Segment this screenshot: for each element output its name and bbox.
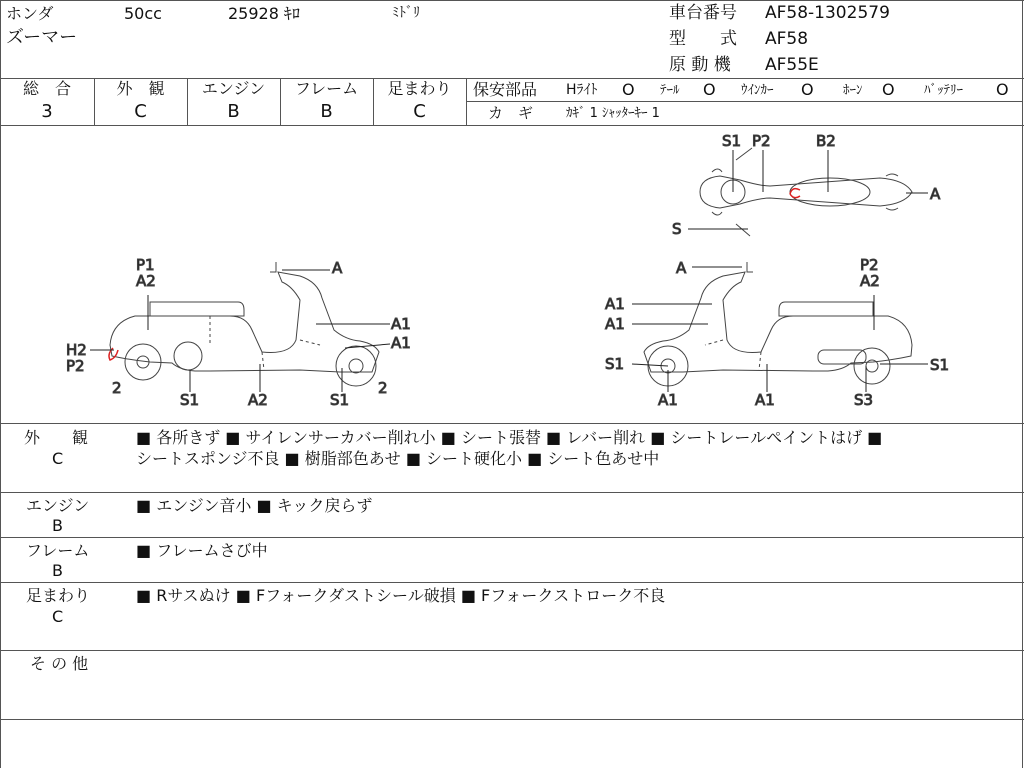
color: ﾐﾄﾞﾘ bbox=[392, 5, 420, 21]
model-name: ズーマー bbox=[6, 27, 78, 48]
engine-model-label: 原 動 機 bbox=[669, 55, 731, 75]
remark-engine-grade: B bbox=[52, 516, 63, 535]
engine-value: B bbox=[227, 101, 240, 122]
remark-engine-label: エンジン bbox=[26, 496, 90, 515]
exterior-label: 外 観 bbox=[116, 79, 165, 98]
label-right-a2: A2 bbox=[860, 272, 880, 290]
remark-frame-label: フレーム bbox=[26, 541, 90, 560]
remark-exterior-grade: C bbox=[52, 449, 64, 468]
label-left-p2: P2 bbox=[66, 357, 85, 375]
safety-mark-horn: O bbox=[882, 80, 895, 99]
scooter-right-side-view bbox=[632, 262, 928, 392]
label-left-s1-a: S1 bbox=[180, 391, 200, 409]
safety-mark-headlight: O bbox=[622, 80, 635, 99]
scooter-left-side-view bbox=[90, 262, 390, 392]
label-top-b2: B2 bbox=[816, 132, 836, 150]
border-top bbox=[0, 0, 1024, 1]
label-top-s1: S1 bbox=[722, 132, 742, 150]
label-left-a1-a: A1 bbox=[391, 315, 411, 333]
safety-mark-tail: O bbox=[703, 80, 716, 99]
label-left-two-b: 2 bbox=[378, 379, 388, 397]
label-right-a1-a: A1 bbox=[605, 295, 625, 313]
displacement: 50cc bbox=[124, 4, 162, 23]
frame-label: フレーム bbox=[294, 79, 359, 98]
scooter-top-view bbox=[688, 148, 928, 236]
safety-item-tail: ﾃｰﾙ bbox=[660, 83, 680, 98]
remark-frame-grade: B bbox=[52, 561, 63, 580]
label-left-a2-bottom: A2 bbox=[248, 391, 268, 409]
label-right-s3: S3 bbox=[854, 391, 874, 409]
safety-item-horn: ﾎｰﾝ bbox=[843, 83, 863, 98]
label-right-p2: P2 bbox=[860, 256, 879, 274]
label-top-p2: P2 bbox=[752, 132, 771, 150]
frame-no-label: 車台番号 bbox=[669, 3, 737, 23]
label-left-a2-top: A2 bbox=[136, 272, 156, 290]
label-right-a1-b: A1 bbox=[605, 315, 625, 333]
safety-item-battery: ﾊﾞｯﾃﾘｰ bbox=[924, 83, 963, 98]
suspension-value: C bbox=[413, 101, 426, 122]
label-left-two-a: 2 bbox=[112, 379, 122, 397]
remarks-divider-1 bbox=[0, 492, 1024, 493]
label-top-a: A bbox=[930, 185, 941, 203]
label-left-h2: H2 bbox=[66, 341, 87, 359]
exterior-value: C bbox=[134, 101, 147, 122]
key-value: ｶｷﾞ 1 ｼｬｯﾀｰｷｰ 1 bbox=[566, 106, 660, 121]
safety-item-headlight: Hﾗｲﾄ bbox=[566, 82, 598, 98]
safety-mark-battery: O bbox=[996, 80, 1009, 99]
safety-mark-winker: O bbox=[801, 80, 814, 99]
label-left-a1-b: A1 bbox=[391, 334, 411, 352]
remark-exterior-line-2: シートスポンジ不良 ■ 樹脂部色あせ ■ シート硬化小 ■ シート色あせ中 bbox=[136, 449, 660, 468]
remarks-divider-4 bbox=[0, 650, 1024, 651]
damage-diagram bbox=[0, 126, 1024, 423]
type-label: 型 式 bbox=[669, 29, 737, 49]
label-right-a1-d: A1 bbox=[755, 391, 775, 409]
frame-value: B bbox=[320, 101, 333, 122]
remark-suspension-label: 足まわり bbox=[26, 586, 91, 605]
engine-label: エンジン bbox=[201, 79, 266, 98]
label-right-s1-a: S1 bbox=[605, 355, 625, 373]
frame-no: AF58-1302579 bbox=[765, 3, 890, 23]
remark-other-label: そ の 他 bbox=[30, 654, 89, 673]
remark-exterior-line-1: ■ 各所きず ■ サイレンサーカバー削れ小 ■ シート張替 ■ レバー削れ ■ シートレールペイントはげ ■ bbox=[136, 428, 883, 447]
remarks-divider-3 bbox=[0, 582, 1024, 583]
total-value: 3 bbox=[41, 101, 53, 122]
suspension-label: 足まわり bbox=[387, 79, 452, 98]
safety-item-winker: ｳｲﾝｶｰ bbox=[741, 83, 774, 98]
engine-model-value: AF55E bbox=[765, 55, 819, 75]
diagram-bottom bbox=[0, 423, 1024, 424]
label-left-p1: P1 bbox=[136, 256, 155, 274]
remark-suspension-grade: C bbox=[52, 607, 64, 626]
safety-label: 保安部品 bbox=[473, 80, 538, 99]
label-left-s1-b: S1 bbox=[330, 391, 350, 409]
grade-col-5 bbox=[466, 78, 467, 125]
remark-exterior-label: 外 観 bbox=[24, 428, 89, 447]
type-value: AF58 bbox=[765, 29, 809, 49]
remarks-divider-2 bbox=[0, 537, 1024, 538]
remark-suspension-line-1: ■ Rサスぬけ ■ Fフォークダストシール破損 ■ Fフォークストローク不良 bbox=[136, 586, 666, 605]
remark-frame-line-1: ■ フレームさび中 bbox=[136, 541, 268, 560]
total-label: 総 合 bbox=[22, 79, 71, 98]
label-left-a: A bbox=[332, 259, 343, 277]
mileage: 25928 ｷﾛ bbox=[228, 4, 300, 23]
remark-engine-line-1: ■ エンジン音小 ■ キック戻らず bbox=[136, 496, 373, 515]
key-label: カ ギ bbox=[488, 104, 534, 122]
label-right-a1-c: A1 bbox=[658, 391, 678, 409]
label-right-a: A bbox=[676, 259, 687, 277]
safety-divider bbox=[467, 101, 1023, 102]
label-right-s1-b: S1 bbox=[930, 356, 950, 374]
remarks-divider-5 bbox=[0, 719, 1024, 720]
label-top-s: S bbox=[672, 220, 682, 238]
maker: ホンダ bbox=[6, 4, 54, 23]
